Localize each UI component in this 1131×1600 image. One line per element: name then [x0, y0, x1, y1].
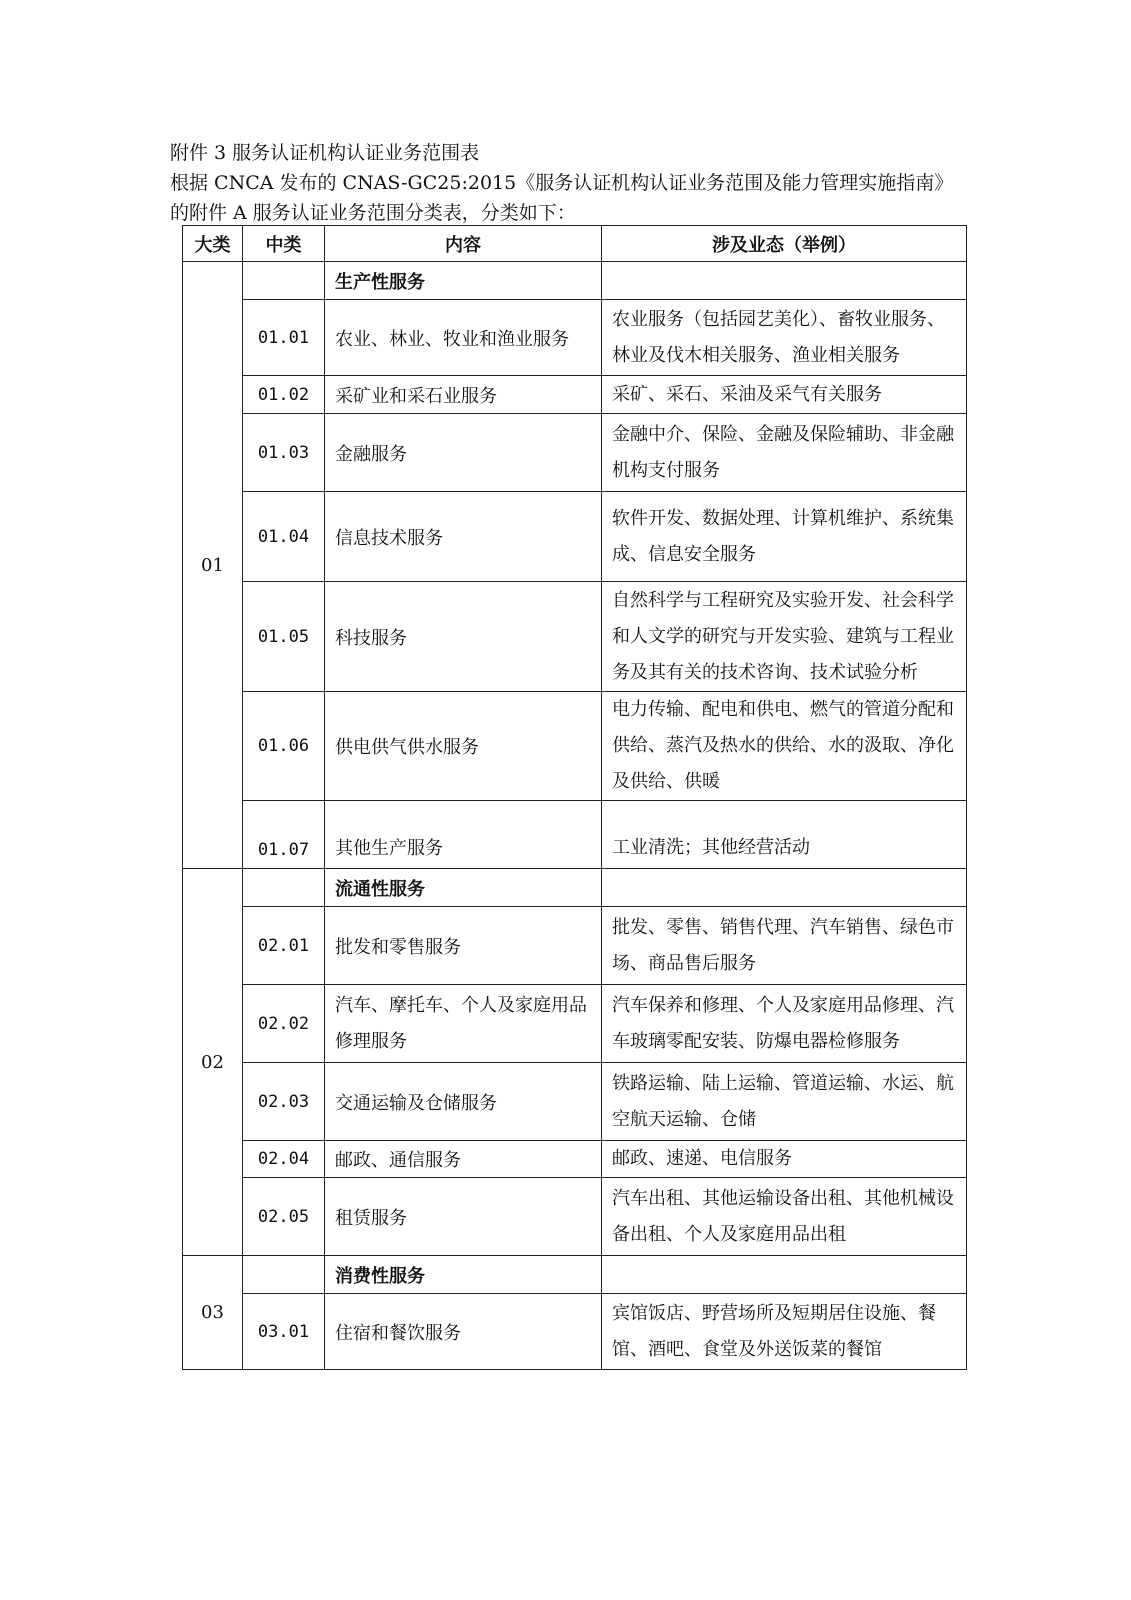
examples-empty [602, 1256, 967, 1294]
intro-line-3: 的附件 A 服务认证业务范围分类表，分类如下： [170, 202, 576, 224]
table-row [183, 692, 967, 801]
header-examples: 涉及业态（举例） [602, 226, 967, 262]
middle-code-empty [243, 262, 325, 300]
table-row [183, 300, 967, 376]
content-cell: 邮政、通信服务 [325, 1141, 602, 1178]
examples-cell: 金融中介、保险、金融及保险辅助、非金融机构支付服务 [602, 414, 967, 492]
middle-code: 02.01 [243, 907, 325, 985]
header-middle: 中类 [243, 226, 325, 262]
major-code: 01 [183, 262, 243, 869]
group-title: 消费性服务 [325, 1256, 602, 1294]
content-cell: 批发和零售服务 [325, 907, 602, 985]
table-row [183, 801, 967, 869]
middle-code: 01.02 [243, 376, 325, 414]
middle-code-empty [243, 869, 325, 907]
examples-cell: 软件开发、数据处理、计算机维护、系统集成、信息安全服务 [602, 492, 967, 582]
intro-line-2: 根据 CNCA 发布的 CNAS-GC25:2015《服务认证机构认证业务范围及能力管理实施指南》 [170, 172, 954, 194]
examples-cell: 电力传输、配电和供电、燃气的管道分配和供给、蒸汽及热水的供给、水的汲取、净化及供给、供暖 [602, 692, 967, 801]
middle-code: 01.07 [243, 801, 325, 869]
content-cell: 交通运输及仓储服务 [325, 1063, 602, 1141]
group-row [183, 1256, 967, 1294]
middle-code: 01.01 [243, 300, 325, 376]
examples-empty [602, 262, 967, 300]
examples-cell: 宾馆饭店、野营场所及短期居住设施、餐馆、酒吧、食堂及外送饭菜的餐馆 [602, 1294, 967, 1370]
examples-cell: 铁路运输、陆上运输、管道运输、水运、航空航天运输、仓储 [602, 1063, 967, 1141]
middle-code: 01.04 [243, 492, 325, 582]
table-row [183, 1141, 967, 1178]
content-cell: 汽车、摩托车、个人及家庭用品修理服务 [325, 985, 602, 1063]
middle-code: 01.06 [243, 692, 325, 801]
examples-cell: 工业清洗；其他经营活动 [602, 801, 967, 869]
table-row [183, 1294, 967, 1370]
table-row [183, 492, 967, 582]
examples-cell: 采矿、采石、采油及采气有关服务 [602, 376, 967, 414]
content-cell: 金融服务 [325, 414, 602, 492]
table-row [183, 1178, 967, 1256]
major-code: 02 [183, 869, 243, 1256]
content-cell: 供电供气供水服务 [325, 692, 602, 801]
table-row [183, 907, 967, 985]
group-title: 流通性服务 [325, 869, 602, 907]
table-row [183, 582, 967, 692]
examples-cell: 农业服务（包括园艺美化）、畜牧业服务、林业及伐木相关服务、渔业相关服务 [602, 300, 967, 376]
middle-code: 01.05 [243, 582, 325, 692]
examples-cell: 批发、零售、销售代理、汽车销售、绿色市场、商品售后服务 [602, 907, 967, 985]
examples-cell: 自然科学与工程研究及实验开发、社会科学和人文学的研究与开发实验、建筑与工程业务及其有关的技术咨询、技术试验分析 [602, 582, 967, 692]
middle-code: 02.05 [243, 1178, 325, 1256]
table-row [183, 985, 967, 1063]
attachment-title: 附件 3 服务认证机构认证业务范围表 [170, 142, 480, 164]
middle-code: 01.03 [243, 414, 325, 492]
middle-code: 02.02 [243, 985, 325, 1063]
content-cell: 农业、林业、牧业和渔业服务 [325, 300, 602, 376]
content-cell: 住宿和餐饮服务 [325, 1294, 602, 1370]
content-cell: 科技服务 [325, 582, 602, 692]
middle-code: 02.03 [243, 1063, 325, 1141]
major-code: 03 [183, 1256, 243, 1370]
examples-empty [602, 869, 967, 907]
examples-cell: 邮政、速递、电信服务 [602, 1141, 967, 1178]
header-major: 大类 [183, 226, 243, 262]
service-scope-table [182, 225, 967, 1370]
content-cell: 租赁服务 [325, 1178, 602, 1256]
examples-cell: 汽车保养和修理、个人及家庭用品修理、汽车玻璃零配安装、防爆电器检修服务 [602, 985, 967, 1063]
examples-cell: 汽车出租、其他运输设备出租、其他机械设备出租、个人及家庭用品出租 [602, 1178, 967, 1256]
content-cell: 其他生产服务 [325, 801, 602, 869]
content-cell: 信息技术服务 [325, 492, 602, 582]
middle-code: 03.01 [243, 1294, 325, 1370]
table-row [183, 414, 967, 492]
group-row [183, 262, 967, 300]
header-content: 内容 [325, 226, 602, 262]
table-row [183, 1063, 967, 1141]
table-header-row [183, 226, 967, 262]
middle-code: 02.04 [243, 1141, 325, 1178]
table-row [183, 376, 967, 414]
middle-code-empty [243, 1256, 325, 1294]
group-title: 生产性服务 [325, 262, 602, 300]
group-row [183, 869, 967, 907]
intro-text [170, 138, 970, 228]
content-cell: 采矿业和采石业服务 [325, 376, 602, 414]
